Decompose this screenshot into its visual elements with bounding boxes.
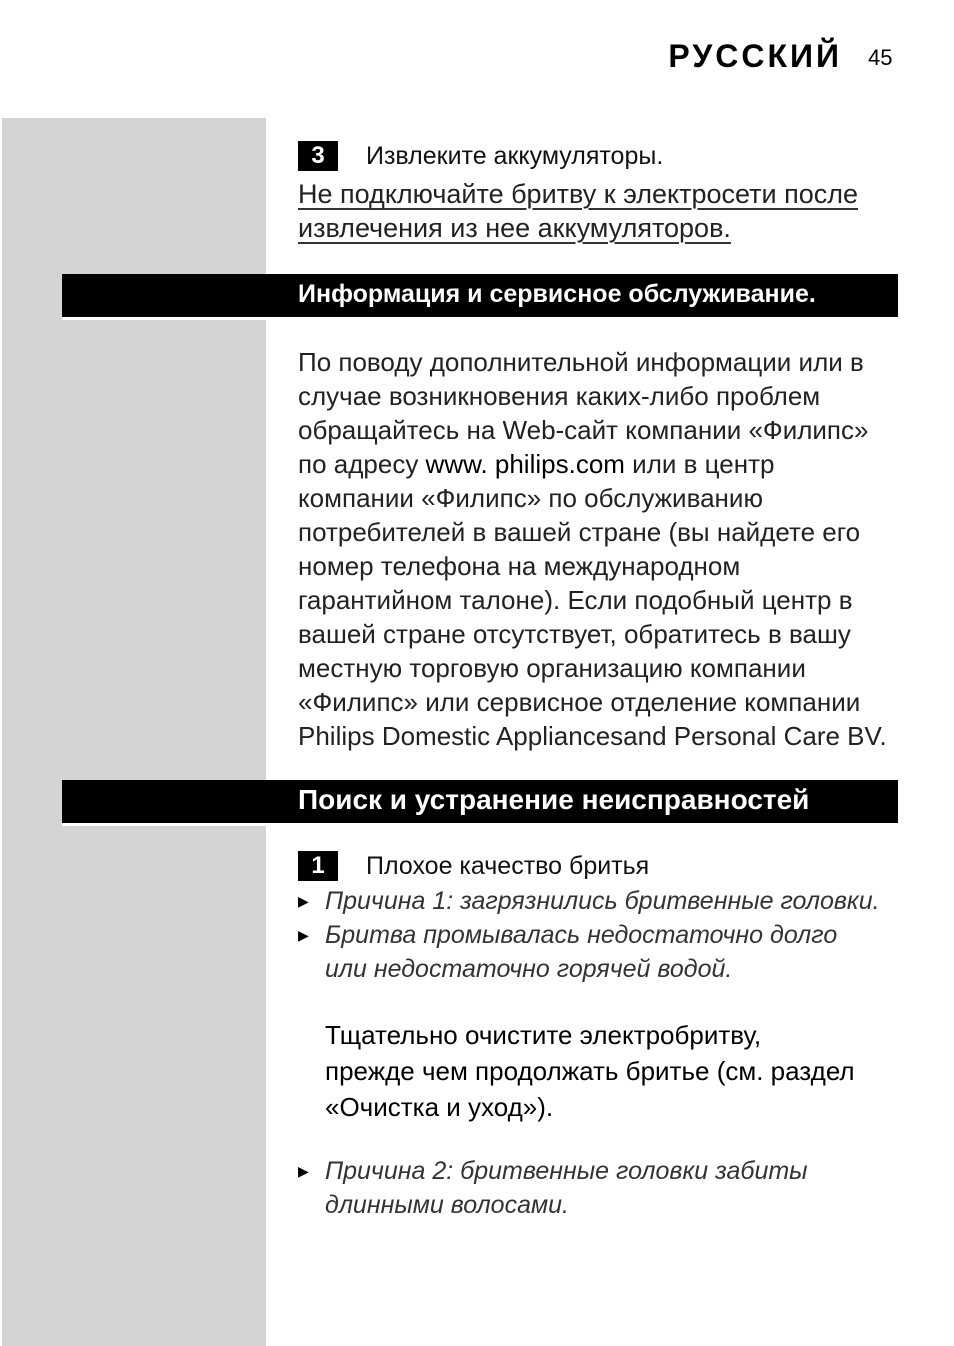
- step-3: [298, 141, 663, 171]
- section-title: Поиск и устранение неисправностей: [298, 784, 810, 815]
- bullet-text: Причина 1: загрязнились бритвенные головки.: [325, 887, 880, 915]
- paragraph-line: обращайтесь на Web-сайт компании «Филипс»: [298, 415, 869, 445]
- section-header-info: [62, 274, 898, 320]
- line-suffix: или в центр: [624, 449, 775, 479]
- paragraph-line: [298, 447, 898, 481]
- paragraph-line: гарантийном талоне). Если подобный центр в: [298, 585, 853, 615]
- step-number-badge: 3: [298, 141, 338, 171]
- step-note-line-1: Не подключайте бритву к электросети после: [298, 179, 859, 209]
- section-title: Информация и сервисное обслуживание.: [298, 280, 816, 308]
- bullet-cause-1-detail: [298, 918, 898, 986]
- instruction-line: Тщательно очистите электробритву,: [325, 1020, 762, 1050]
- bullet-text-line-1: Причина 2: бритвенные головки забиты: [325, 1157, 808, 1185]
- paragraph-line: По поводу дополнительной информации или в: [298, 347, 864, 377]
- step-title: Извлеките аккумуляторы.: [366, 141, 664, 170]
- paragraph-line: компании «Филипс» по обслуживанию: [298, 483, 763, 513]
- instruction-line: «Очистка и уход»).: [325, 1092, 554, 1122]
- step-note: [298, 177, 898, 245]
- instruction-line: прежде чем продолжать бритье (см. раздел: [325, 1056, 855, 1086]
- bullet-triangle-icon: ▶: [298, 927, 309, 943]
- paragraph-line: номер телефона на международном: [298, 551, 741, 581]
- line-prefix: по адресу: [298, 449, 426, 479]
- paragraph-line: случае возникновения каких-либо проблем: [298, 381, 821, 411]
- bullet-cause-2: [298, 1154, 898, 1222]
- paragraph-line: вашей стране отсутствует, обратитесь в вашу: [298, 619, 851, 649]
- step-title: Плохое качество бритья: [366, 851, 650, 880]
- bullet-text-line-2: или недостаточно горячей водой.: [325, 955, 733, 983]
- page-language-header: РУССКИЙ: [668, 38, 842, 74]
- bullet-text-line-1: Бритва промывалась недостаточно долго: [325, 921, 838, 949]
- bullet-triangle-icon: ▶: [298, 1163, 309, 1179]
- bullet-text-line-2: длинными волосами.: [325, 1191, 569, 1219]
- website-link[interactable]: www. philips.com: [425, 449, 625, 479]
- step-note-line-2: извлечения из нее аккумуляторов.: [298, 213, 731, 243]
- info-paragraph: [298, 345, 898, 753]
- instruction-text: [325, 1017, 905, 1125]
- paragraph-line: местную торговую организацию компании: [298, 653, 806, 683]
- section-header-troubleshooting: [62, 780, 898, 826]
- bullet-cause-1: [298, 884, 898, 918]
- step-number-badge: 1: [298, 851, 338, 881]
- paragraph-line: потребителей в вашей стране (вы найдете его: [298, 517, 861, 547]
- bullet-triangle-icon: ▶: [298, 893, 309, 909]
- page-number: 45: [868, 45, 893, 70]
- paragraph-line: «Филипс» или сервисное отделение компании: [298, 687, 861, 717]
- step-1: [298, 851, 649, 881]
- paragraph-line: Philips Domestic Appliancesand Personal Care BV.: [298, 721, 887, 751]
